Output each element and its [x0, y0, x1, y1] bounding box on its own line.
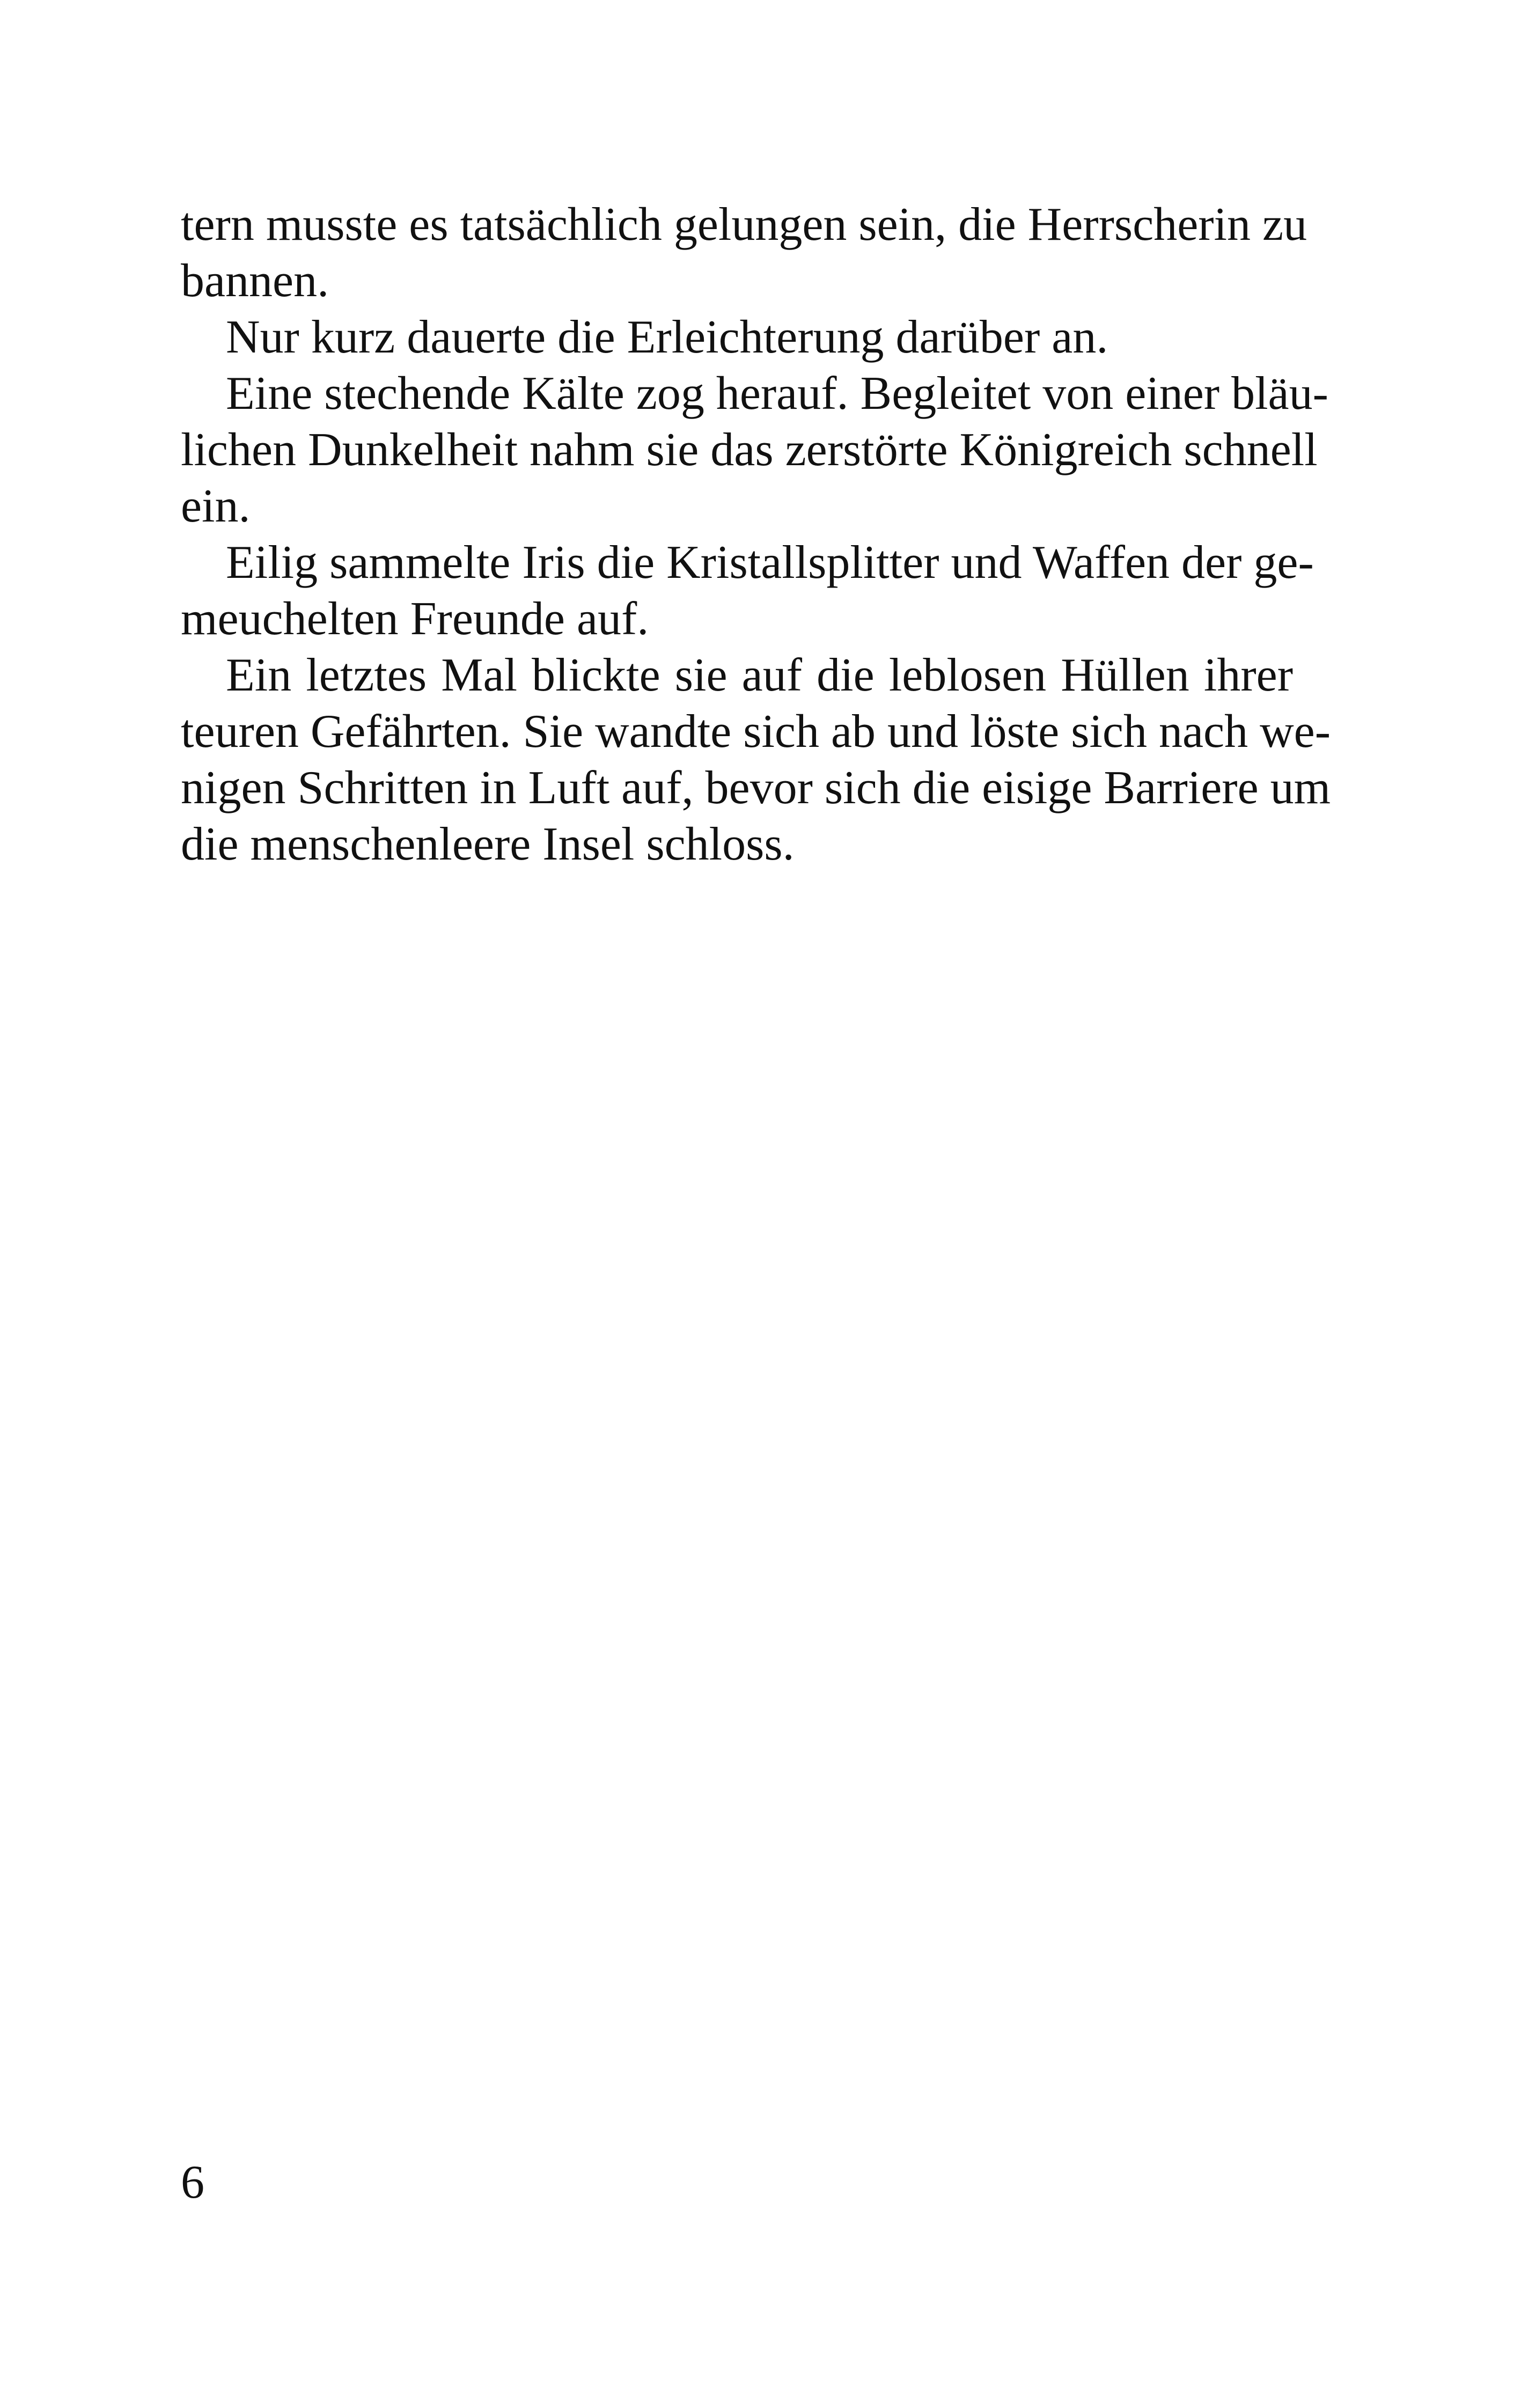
text-line-7: Eilig sammelte Iris die Kristallsplitter und Waffen der ge-: [226, 537, 1314, 589]
text-line-2: bannen.: [181, 255, 329, 307]
text-line-6: ein.: [181, 480, 251, 532]
text-line-11: nigen Schritten in Luft auf, bevor sich die eisige Barriere um: [181, 762, 1331, 814]
text-line-5: lichen Dunkelheit nahm sie das zerstörte Königreich schnell: [181, 424, 1318, 476]
text-line-10: teuren Gefährten. Sie wandte sich ab und löste sich nach we-: [181, 706, 1331, 758]
page-number: 6: [181, 2156, 204, 2208]
text-line-8: meuchelten Freunde auf.: [181, 593, 649, 645]
text-line-12: die menschenleere Insel schloss.: [181, 818, 795, 870]
text-line-4: Eine stechende Kälte zog herauf. Begleitet von einer bläu-: [226, 368, 1328, 420]
text-line-1: tern musste es tatsächlich gelungen sein, die Herrscherin zu: [181, 199, 1307, 251]
text-line-9: Ein letztes Mal blickte sie auf die leblosen Hüllen ihrer: [226, 649, 1293, 701]
text-line-3: Nur kurz dauerte die Erleichterung darüber an.: [226, 311, 1108, 363]
body-text: [181, 196, 1331, 872]
